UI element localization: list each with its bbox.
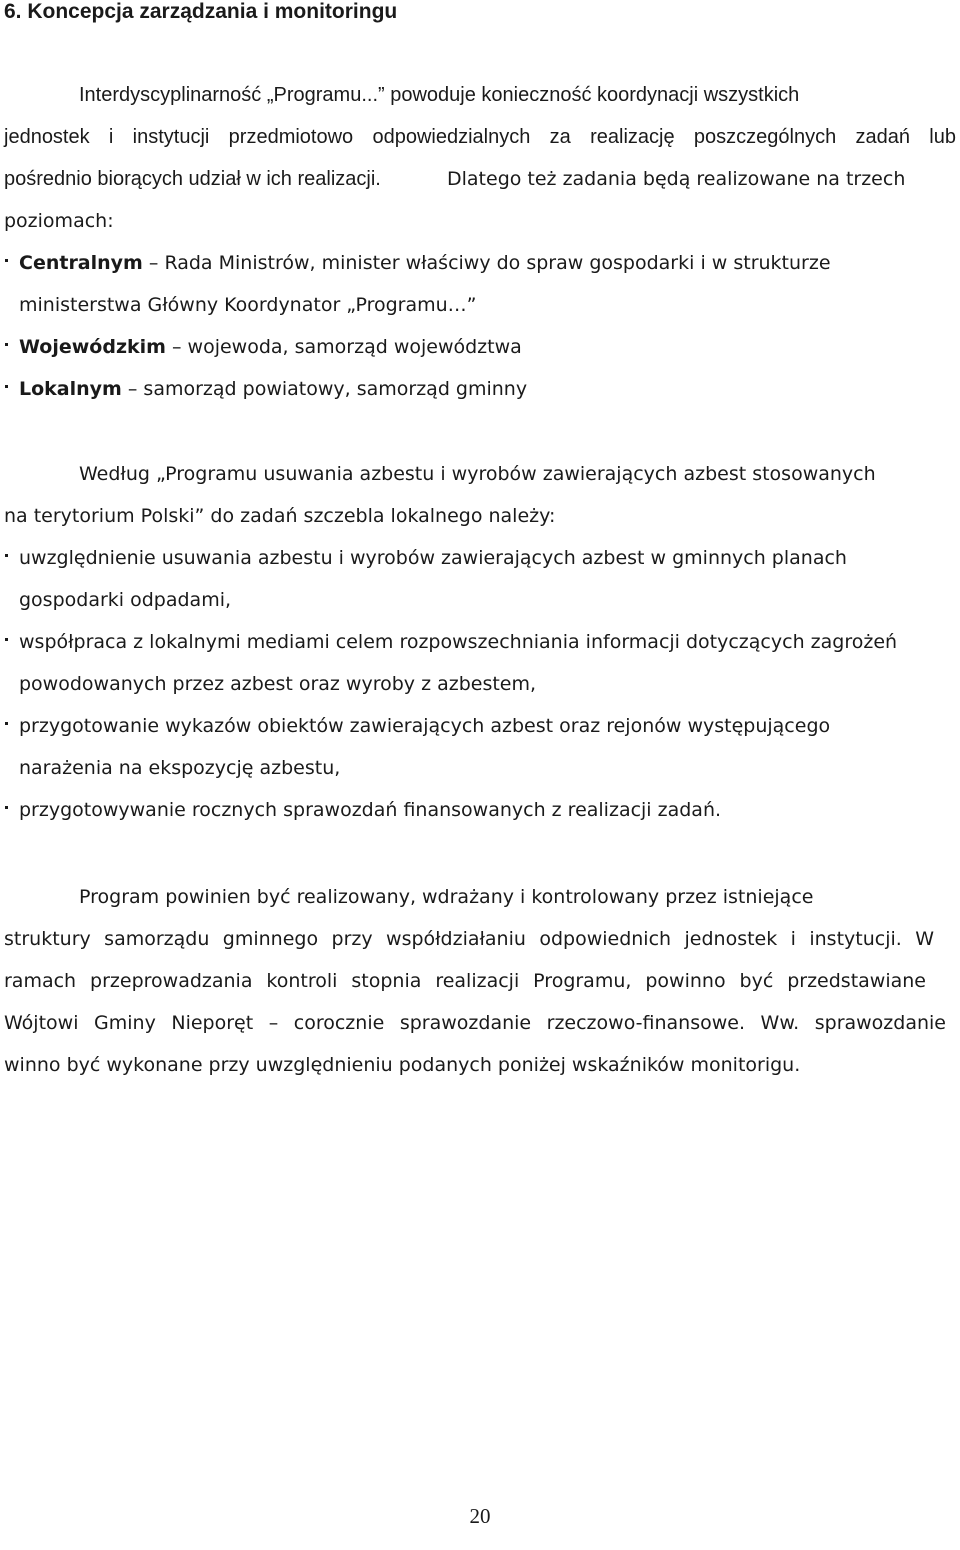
level-description: – wojewoda, samorząd województwa (172, 336, 522, 358)
level-description-continued: ministerstwa Główny Koordynator „Programu…” (19, 294, 477, 316)
section-heading: 6. Koncepcja zarządzania i monitoringu (4, 0, 398, 23)
level-description: – samorząd powiatowy, samorząd gminny (127, 378, 528, 400)
task-item-line: powodowanych przez azbest oraz wyroby z azbestem, (19, 673, 537, 695)
bullet-dot (5, 806, 8, 809)
intro-line: Dlatego też zadania będą realizowane na trzech (447, 168, 906, 190)
paragraph-line: Według „Programu usuwania azbestu i wyrobów zawierających azbest stosowanych (79, 463, 876, 485)
level-term: Lokalnym (19, 378, 122, 400)
intro-line: pośrednio biorących udział w ich realizacji. (4, 168, 381, 190)
level-description: – Rada Ministrów, minister właściwy do spraw gospodarki i w strukturze (148, 252, 831, 274)
task-item-line: przygotowywanie rocznych sprawozdań finansowanych z realizacji zadań. (19, 799, 722, 821)
task-item-line: narażenia na ekspozycję azbestu, (19, 757, 341, 779)
level-term: Wojewódzkim (19, 336, 166, 358)
page-number: 20 (469, 1504, 491, 1528)
bullet-dot (5, 722, 8, 725)
intro-line: poziomach: (4, 210, 114, 232)
bullet-dot (5, 554, 8, 557)
bullet-dot (5, 259, 8, 262)
level-item-local (19, 376, 527, 402)
paragraph-line: struktury samorządu gminnego przy współdziałaniu odpowiednich jednostek i instytucji. W (4, 928, 934, 950)
level-item-voivodeship (19, 334, 522, 360)
intro-line: Interdyscyplinarność „Programu...” powoduje konieczność koordynacji wszystkich (79, 84, 800, 106)
task-item-line: gospodarki odpadami, (19, 589, 232, 611)
paragraph-line: Wójtowi Gminy Nieporęt – corocznie sprawozdanie rzeczowo-finansowe. Ww. sprawozdanie (4, 1012, 946, 1034)
paragraph-line: winno być wykonane przy uwzględnieniu podanych poniżej wskaźników monitorigu. (4, 1054, 801, 1076)
paragraph-line: na terytorium Polski” do zadań szczebla lokalnego należy: (4, 505, 556, 527)
level-item-central (19, 250, 831, 276)
paragraph-line: Program powinien być realizowany, wdrażany i kontrolowany przez istniejące (79, 886, 814, 908)
task-item-line: uwzględnienie usuwania azbestu i wyrobów zawierających azbest w gminnych planach (19, 547, 847, 569)
level-term: Centralnym (19, 252, 143, 274)
bullet-dot (5, 385, 8, 388)
task-item-line: przygotowanie wykazów obiektów zawierających azbest oraz rejonów występującego (19, 715, 831, 737)
paragraph-line: ramach przeprowadzania kontroli stopnia realizacji Programu, powinno być przedstawiane (4, 970, 926, 992)
bullet-dot (5, 638, 8, 641)
bullet-dot (5, 343, 8, 346)
intro-line: jednostek i instytucji przedmiotowo odpowiedzialnych za realizację poszczególnych zadań lub (4, 126, 956, 148)
task-item-line: współpraca z lokalnymi mediami celem rozpowszechniania informacji dotyczących zagrożeń (19, 631, 898, 653)
